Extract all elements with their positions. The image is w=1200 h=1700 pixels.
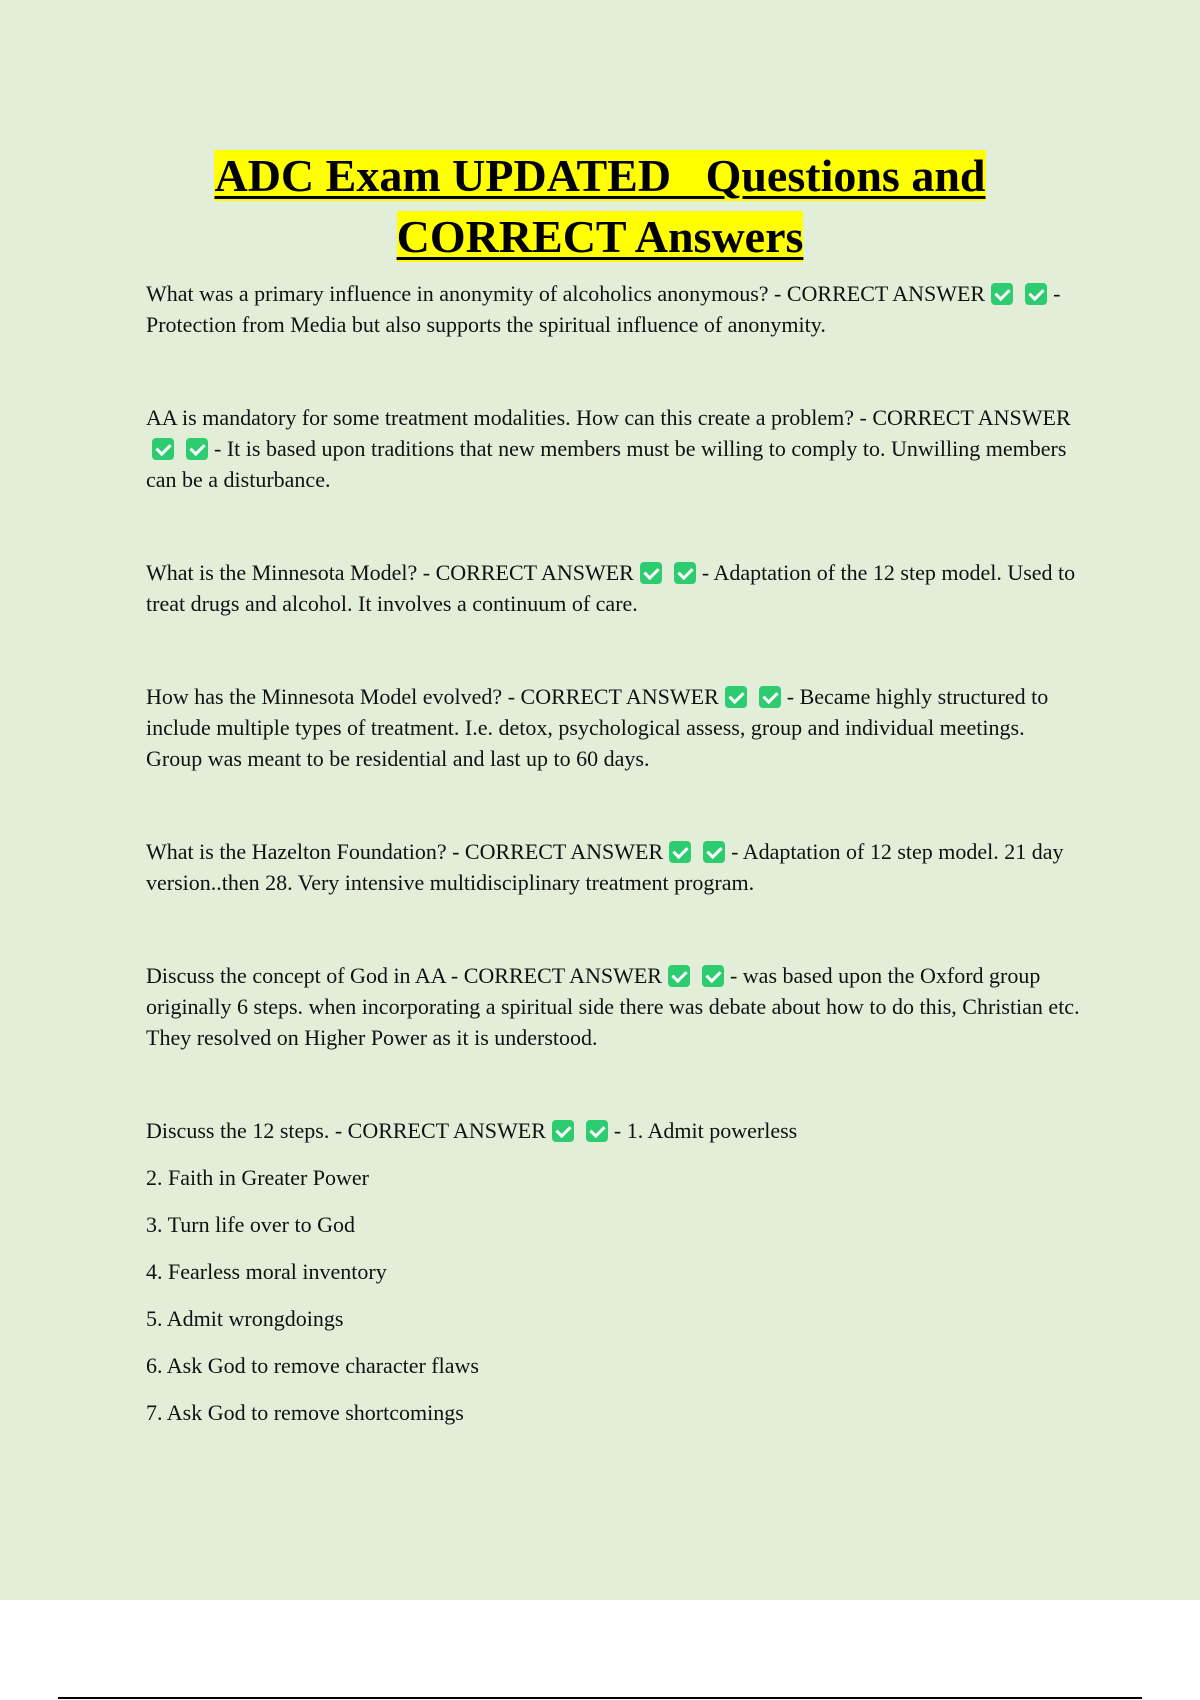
question-text: Discuss the concept of God in AA - CORRECT ANSWER: [146, 963, 662, 988]
checkmark-icon: [669, 841, 691, 863]
checkmark-icon: [152, 438, 174, 460]
checkmark-icon: [1025, 283, 1047, 305]
checkmark-icon: [991, 283, 1013, 305]
checkmark-icon: [186, 438, 208, 460]
qa-paragraph: [146, 681, 1086, 774]
checkmark-icon: [552, 1120, 574, 1142]
checkmark-icon: [668, 965, 690, 987]
answer-text: - 1. Admit powerless: [613, 1118, 798, 1143]
step-item: 3. Turn life over to God: [146, 1212, 355, 1237]
qa-item: [146, 402, 1086, 495]
question-text: Discuss the 12 steps. - CORRECT ANSWER: [146, 1118, 546, 1143]
checkmark-icon: [759, 686, 781, 708]
checkmark-icon: [586, 1120, 608, 1142]
qa-item: [146, 960, 1086, 1053]
qa-paragraph: [146, 960, 1086, 1053]
question-text: What was a primary influence in anonymity of alcoholics anonymous? - CORRECT ANSWER: [146, 281, 986, 306]
checkmark-icon: [702, 965, 724, 987]
step-item: 6. Ask God to remove character flaws: [146, 1353, 479, 1378]
footer-divider: [58, 1697, 1142, 1699]
qa-paragraph: [146, 278, 1086, 340]
checkmark-icon: [703, 841, 725, 863]
answer-text: - Protection from Media but also supports the spiritual influence of anonymity.: [146, 281, 1061, 337]
question-text: How has the Minnesota Model evolved? - CORRECT ANSWER: [146, 684, 719, 709]
answer-text: - Adaptation of the 12 step model. Used to treat drugs and alcohol. It involves a continuum of care.: [146, 560, 1076, 616]
title-line-1: ADC Exam UPDATED Questions and: [214, 150, 986, 201]
answer-text: - It is based upon traditions that new members must be willing to comply to. Unwilling members can be a disturbance.: [146, 436, 1067, 492]
step-item: 7. Ask God to remove shortcomings: [146, 1400, 464, 1425]
checkmark-icon: [725, 686, 747, 708]
qa-paragraph: [146, 402, 1086, 495]
qa-item: [146, 557, 1086, 619]
qa-list: [146, 278, 1086, 1444]
answer-text: - Adaptation of 12 step model. 21 day version..then 28. Very intensive multidisciplinary treatment program.: [146, 839, 1064, 895]
question-text: AA is mandatory for some treatment modalities. How can this create a problem? - CORRECT ANSWER: [146, 405, 1071, 430]
answer-text: - Became highly structured to include multiple types of treatment. I.e. detox, psychological assess, group and individual meetings. Group was meant to be residential and last up to 60 days.: [146, 684, 1049, 771]
step-item: 4. Fearless moral inventory: [146, 1259, 387, 1284]
document-title: [0, 145, 1200, 267]
answer-text: - was based upon the Oxford group originally 6 steps. when incorporating a spiritual side there was debate about how to do this, Christian etc. They resolved on Higher Power as it is understood.: [146, 963, 1080, 1050]
title-line-2: CORRECT Answers: [396, 211, 804, 262]
checkmark-icon: [674, 562, 696, 584]
qa-item: [146, 836, 1086, 898]
qa-item-12-steps: [146, 1115, 1086, 1444]
qa-paragraph: [146, 836, 1086, 898]
qa-item: [146, 278, 1086, 340]
qa-paragraph: [146, 1115, 1086, 1162]
step-item: 2. Faith in Greater Power: [146, 1165, 369, 1190]
qa-paragraph: [146, 557, 1086, 619]
checkmark-icon: [640, 562, 662, 584]
step-item: 5. Admit wrongdoings: [146, 1306, 344, 1331]
question-text: What is the Minnesota Model? - CORRECT ANSWER: [146, 560, 634, 585]
qa-item: [146, 681, 1086, 774]
question-text: What is the Hazelton Foundation? - CORRECT ANSWER: [146, 839, 664, 864]
